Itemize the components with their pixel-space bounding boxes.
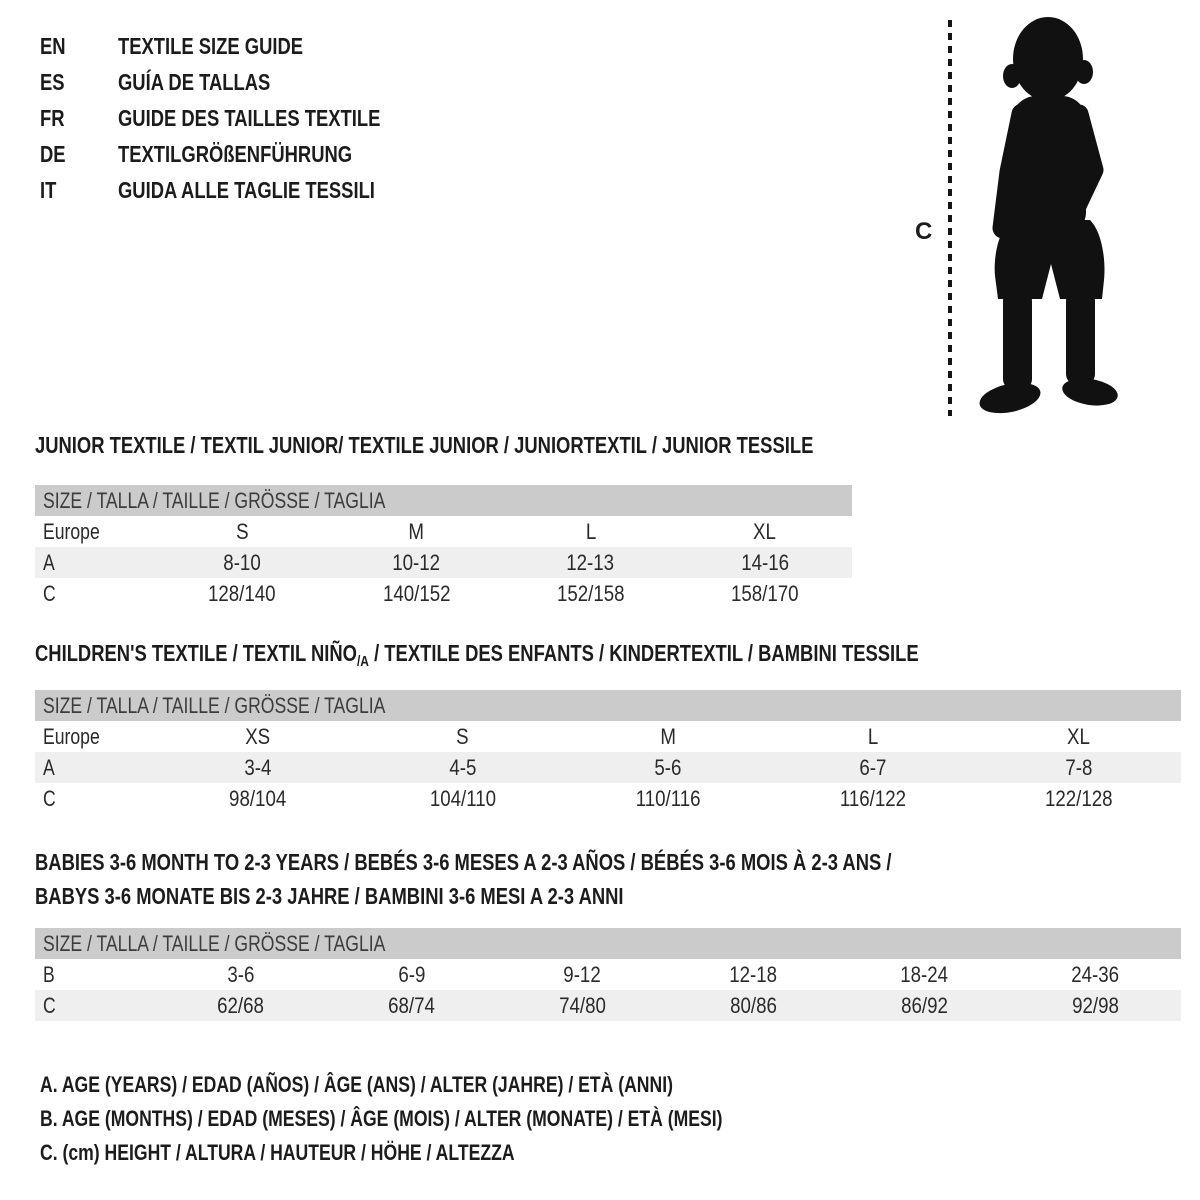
language-code: IT [40, 176, 57, 203]
cell-value: 140/152 [382, 580, 451, 606]
language-title: TEXTILGRÖßENFÜHRUNG [118, 140, 353, 167]
junior-row-height [35, 578, 852, 609]
junior-row-age [35, 547, 852, 578]
cell-value: XS [245, 723, 271, 749]
children-table-header-bar [35, 690, 1181, 721]
size-header-label: SIZE / TALLA / TAILLE / GRÖSSE / TAGLIA [43, 930, 386, 956]
cell-value: 3-6 [226, 961, 255, 987]
junior-table-header-bar [35, 485, 852, 516]
row-label: Europe [43, 518, 100, 544]
junior-section-title-text: JUNIOR TEXTILE / TEXTIL JUNIOR/ TEXTILE JUNIOR / JUNIORTEXTIL / JUNIOR TESSILE [35, 432, 814, 458]
row-label: Europe [43, 723, 100, 749]
cell-value: 158/170 [731, 580, 799, 606]
children-size-table [35, 690, 1181, 814]
row-label: B [43, 961, 55, 987]
language-list [40, 28, 446, 208]
babies-size-table [35, 928, 1181, 1021]
cell-value: 8-10 [223, 549, 261, 575]
language-code: ES [40, 68, 65, 95]
babies-row-months [35, 959, 1181, 990]
junior-row-europe [35, 516, 852, 547]
row-label: C [43, 785, 56, 811]
cell-value: 14-16 [740, 549, 789, 575]
legend-line-height-cm [40, 1140, 633, 1166]
language-title: TEXTILE SIZE GUIDE [118, 32, 304, 59]
language-row-de [40, 136, 446, 172]
language-title: GUIDE DES TAILLES TEXTILE [118, 104, 381, 131]
children-section-title [35, 640, 1140, 670]
cell-value: L [585, 518, 596, 544]
legend-line-age-years [40, 1072, 831, 1098]
cell-value: 152/158 [556, 580, 625, 606]
cell-value: 18-24 [900, 961, 949, 987]
cell-value: S [456, 723, 470, 749]
cell-value: S [235, 518, 249, 544]
toddler-silhouette-icon [972, 12, 1137, 420]
language-row-it [40, 172, 446, 208]
cell-value: 62/68 [217, 992, 264, 1018]
cell-value: 74/80 [559, 992, 606, 1018]
cell-value: 9-12 [563, 961, 602, 987]
babies-title-line2-text: BABYS 3-6 MONATE BIS 2-3 JAHRE / BAMBINI 3-6 MESI A 2-3 ANNI [35, 883, 624, 909]
cell-value: 12-13 [566, 549, 615, 575]
cell-value: 104/110 [429, 785, 496, 811]
cell-value: 98/104 [229, 785, 287, 811]
cell-value: 5-6 [654, 754, 682, 780]
cell-value: 6-9 [397, 961, 426, 987]
row-label: C [43, 992, 56, 1018]
cell-value: 116/122 [840, 785, 907, 811]
cell-value: L [867, 723, 879, 749]
babies-row-height [35, 990, 1181, 1021]
junior-size-table [35, 485, 852, 609]
row-label: A [43, 754, 55, 780]
cell-value: M [660, 723, 676, 749]
row-label: A [43, 549, 55, 575]
babies-section-title-line2 [35, 883, 771, 910]
cell-value: 3-4 [244, 754, 272, 780]
height-measure-label: C [915, 218, 933, 245]
legend-b-text: B. AGE (MONTHS) / EDAD (MESES) / ÂGE (MOIS) / ALTER (MONATE) / ETÀ (MESI) [40, 1106, 723, 1131]
cell-value: 80/86 [730, 992, 777, 1018]
children-row-age [35, 752, 1181, 783]
children-section-title-text [35, 640, 919, 670]
cell-value: 110/116 [635, 785, 701, 811]
cell-value: 10-12 [392, 549, 441, 575]
cell-value: 24-36 [1071, 961, 1120, 987]
row-label: C [43, 580, 56, 606]
cell-value: M [408, 518, 425, 544]
cell-value: 86/92 [901, 992, 948, 1018]
legend-a-text: A. AGE (YEARS) / EDAD (AÑOS) / ÂGE (ANS) / ALTER (JAHRE) / ETÀ (ANNI) [40, 1072, 673, 1097]
babies-title-line1-text: BABIES 3-6 MONTH TO 2-3 YEARS / BEBÉS 3-6 MESES A 2-3 AÑOS / BÉBÉS 3-6 MOIS À 2-3 ANS / [35, 849, 892, 875]
babies-section-title-line1 [35, 849, 1106, 876]
language-row-fr [40, 100, 446, 136]
children-row-height [35, 783, 1181, 814]
language-code: FR [40, 104, 65, 131]
height-measure-dashed-line [948, 20, 952, 416]
cell-value: 4-5 [449, 754, 477, 780]
size-header-label: SIZE / TALLA / TAILLE / GRÖSSE / TAGLIA [43, 692, 386, 718]
children-row-europe [35, 721, 1181, 752]
babies-table-header-bar [35, 928, 1181, 959]
junior-section-title [35, 432, 1008, 459]
cell-value: 92/98 [1072, 992, 1119, 1018]
language-title: GUÍA DE TALLAS [118, 68, 271, 95]
language-row-en [40, 28, 446, 64]
language-code: DE [40, 140, 66, 167]
cell-value: 12-18 [729, 961, 778, 987]
legend-c-text: C. (cm) HEIGHT / ALTURA / HAUTEUR / HÖHE / ALTEZZA [40, 1140, 515, 1165]
legend-line-age-months [40, 1106, 893, 1132]
cell-value: 7-8 [1064, 754, 1092, 780]
cell-value: 68/74 [388, 992, 435, 1018]
language-code: EN [40, 32, 66, 59]
language-row-es [40, 64, 446, 100]
language-title: GUIDA ALLE TAGLIE TESSILI [118, 176, 375, 203]
children-title-suffix: / TEXTILE DES ENFANTS / KINDERTEXTIL / BAMBINI TESSILE [368, 640, 919, 666]
cell-value: 128/140 [208, 580, 276, 606]
cell-value: XL [1066, 723, 1090, 749]
size-header-label: SIZE / TALLA / TAILLE / GRÖSSE / TAGLIA [43, 487, 386, 513]
children-title-prefix: CHILDREN'S TEXTILE / TEXTIL NIÑO [35, 640, 357, 666]
cell-value: XL [753, 518, 777, 544]
cell-value: 6-7 [859, 754, 887, 780]
cell-value: 122/128 [1044, 785, 1113, 811]
children-title-subscript: /A [356, 653, 369, 670]
